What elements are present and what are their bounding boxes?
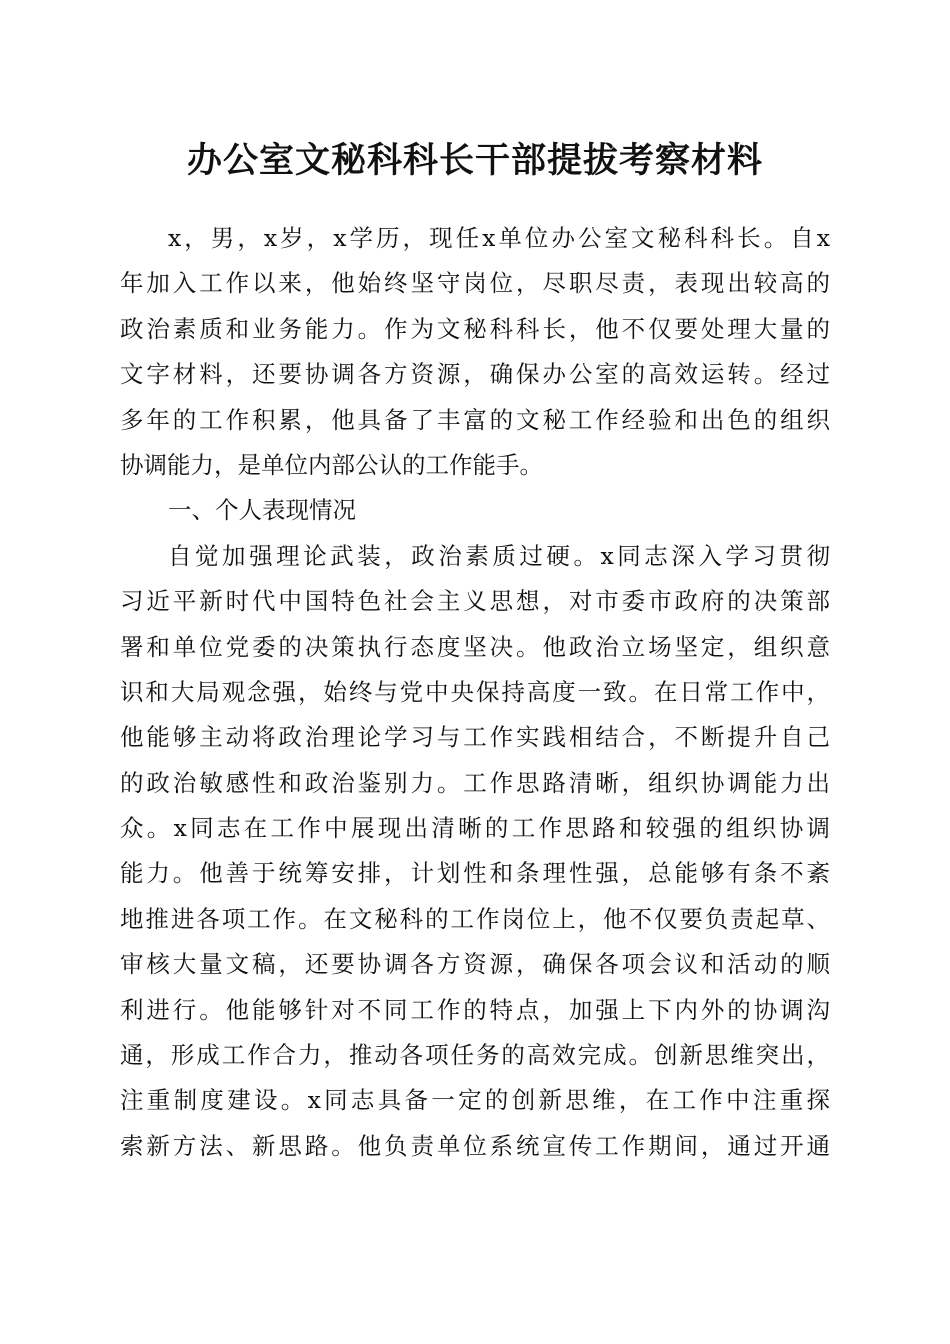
text-line: 协调能力，是单位内部公认的工作能手。 xyxy=(120,450,543,479)
text-line: 多年的工作积累，他具备了丰富的文秘工作经验和出色的组织 xyxy=(120,405,830,434)
text-line: 众。x同志在工作中展现出清晰的工作思路和较强的组织协调 xyxy=(120,814,830,843)
text-line: 署和单位党委的决策执行态度坚决。他政治立场坚定，组织意 xyxy=(120,632,830,661)
text-line: 他能够主动将政治理论学习与工作实践相结合，不断提升自己 xyxy=(120,723,830,752)
text-line: 利进行。他能够针对不同工作的特点，加强上下内外的协调沟 xyxy=(120,995,830,1024)
text-line: 通，形成工作合力，推动各项任务的高效完成。创新思维突出， xyxy=(120,1041,830,1070)
section-heading: 一、个人表现情况 xyxy=(168,496,356,525)
text-line: 自觉加强理论武装，政治素质过硬。x同志深入学习贯彻 xyxy=(168,541,830,570)
text-line: 文字材料，还要协调各方资源，确保办公室的高效运转。经过 xyxy=(120,360,830,389)
text-line: 习近平新时代中国特色社会主义思想，对市委市政府的决策部 xyxy=(120,587,830,616)
text-line: 审核大量文稿，还要协调各方资源，确保各项会议和活动的顺 xyxy=(120,950,830,979)
text-line: 年加入工作以来，他始终坚守岗位，尽职尽责，表现出较高的 xyxy=(120,269,830,298)
text-line: 识和大局观念强，始终与党中央保持高度一致。在日常工作中， xyxy=(120,677,830,706)
text-line: 的政治敏感性和政治鉴别力。工作思路清晰，组织协调能力出 xyxy=(120,768,830,797)
text-line: 政治素质和业务能力。作为文秘科科长，他不仅要处理大量的 xyxy=(120,314,830,343)
text-line: 地推进各项工作。在文秘科的工作岗位上，他不仅要负责起草、 xyxy=(120,904,830,933)
document-title: 办公室文秘科科长干部提拔考察材料 xyxy=(186,140,763,181)
intro-paragraph xyxy=(120,216,830,1169)
text-line: 索新方法、新思路。他负责单位系统宣传工作期间，通过开通 xyxy=(120,1131,830,1160)
text-line: x，男，x岁，x学历，现任x单位办公室文秘科科长。自x xyxy=(168,224,830,252)
text-line: 注重制度建设。x同志具备一定的创新思维，在工作中注重探 xyxy=(120,1086,830,1115)
text-line: 能力。他善于统筹安排，计划性和条理性强，总能够有条不紊 xyxy=(120,859,830,888)
